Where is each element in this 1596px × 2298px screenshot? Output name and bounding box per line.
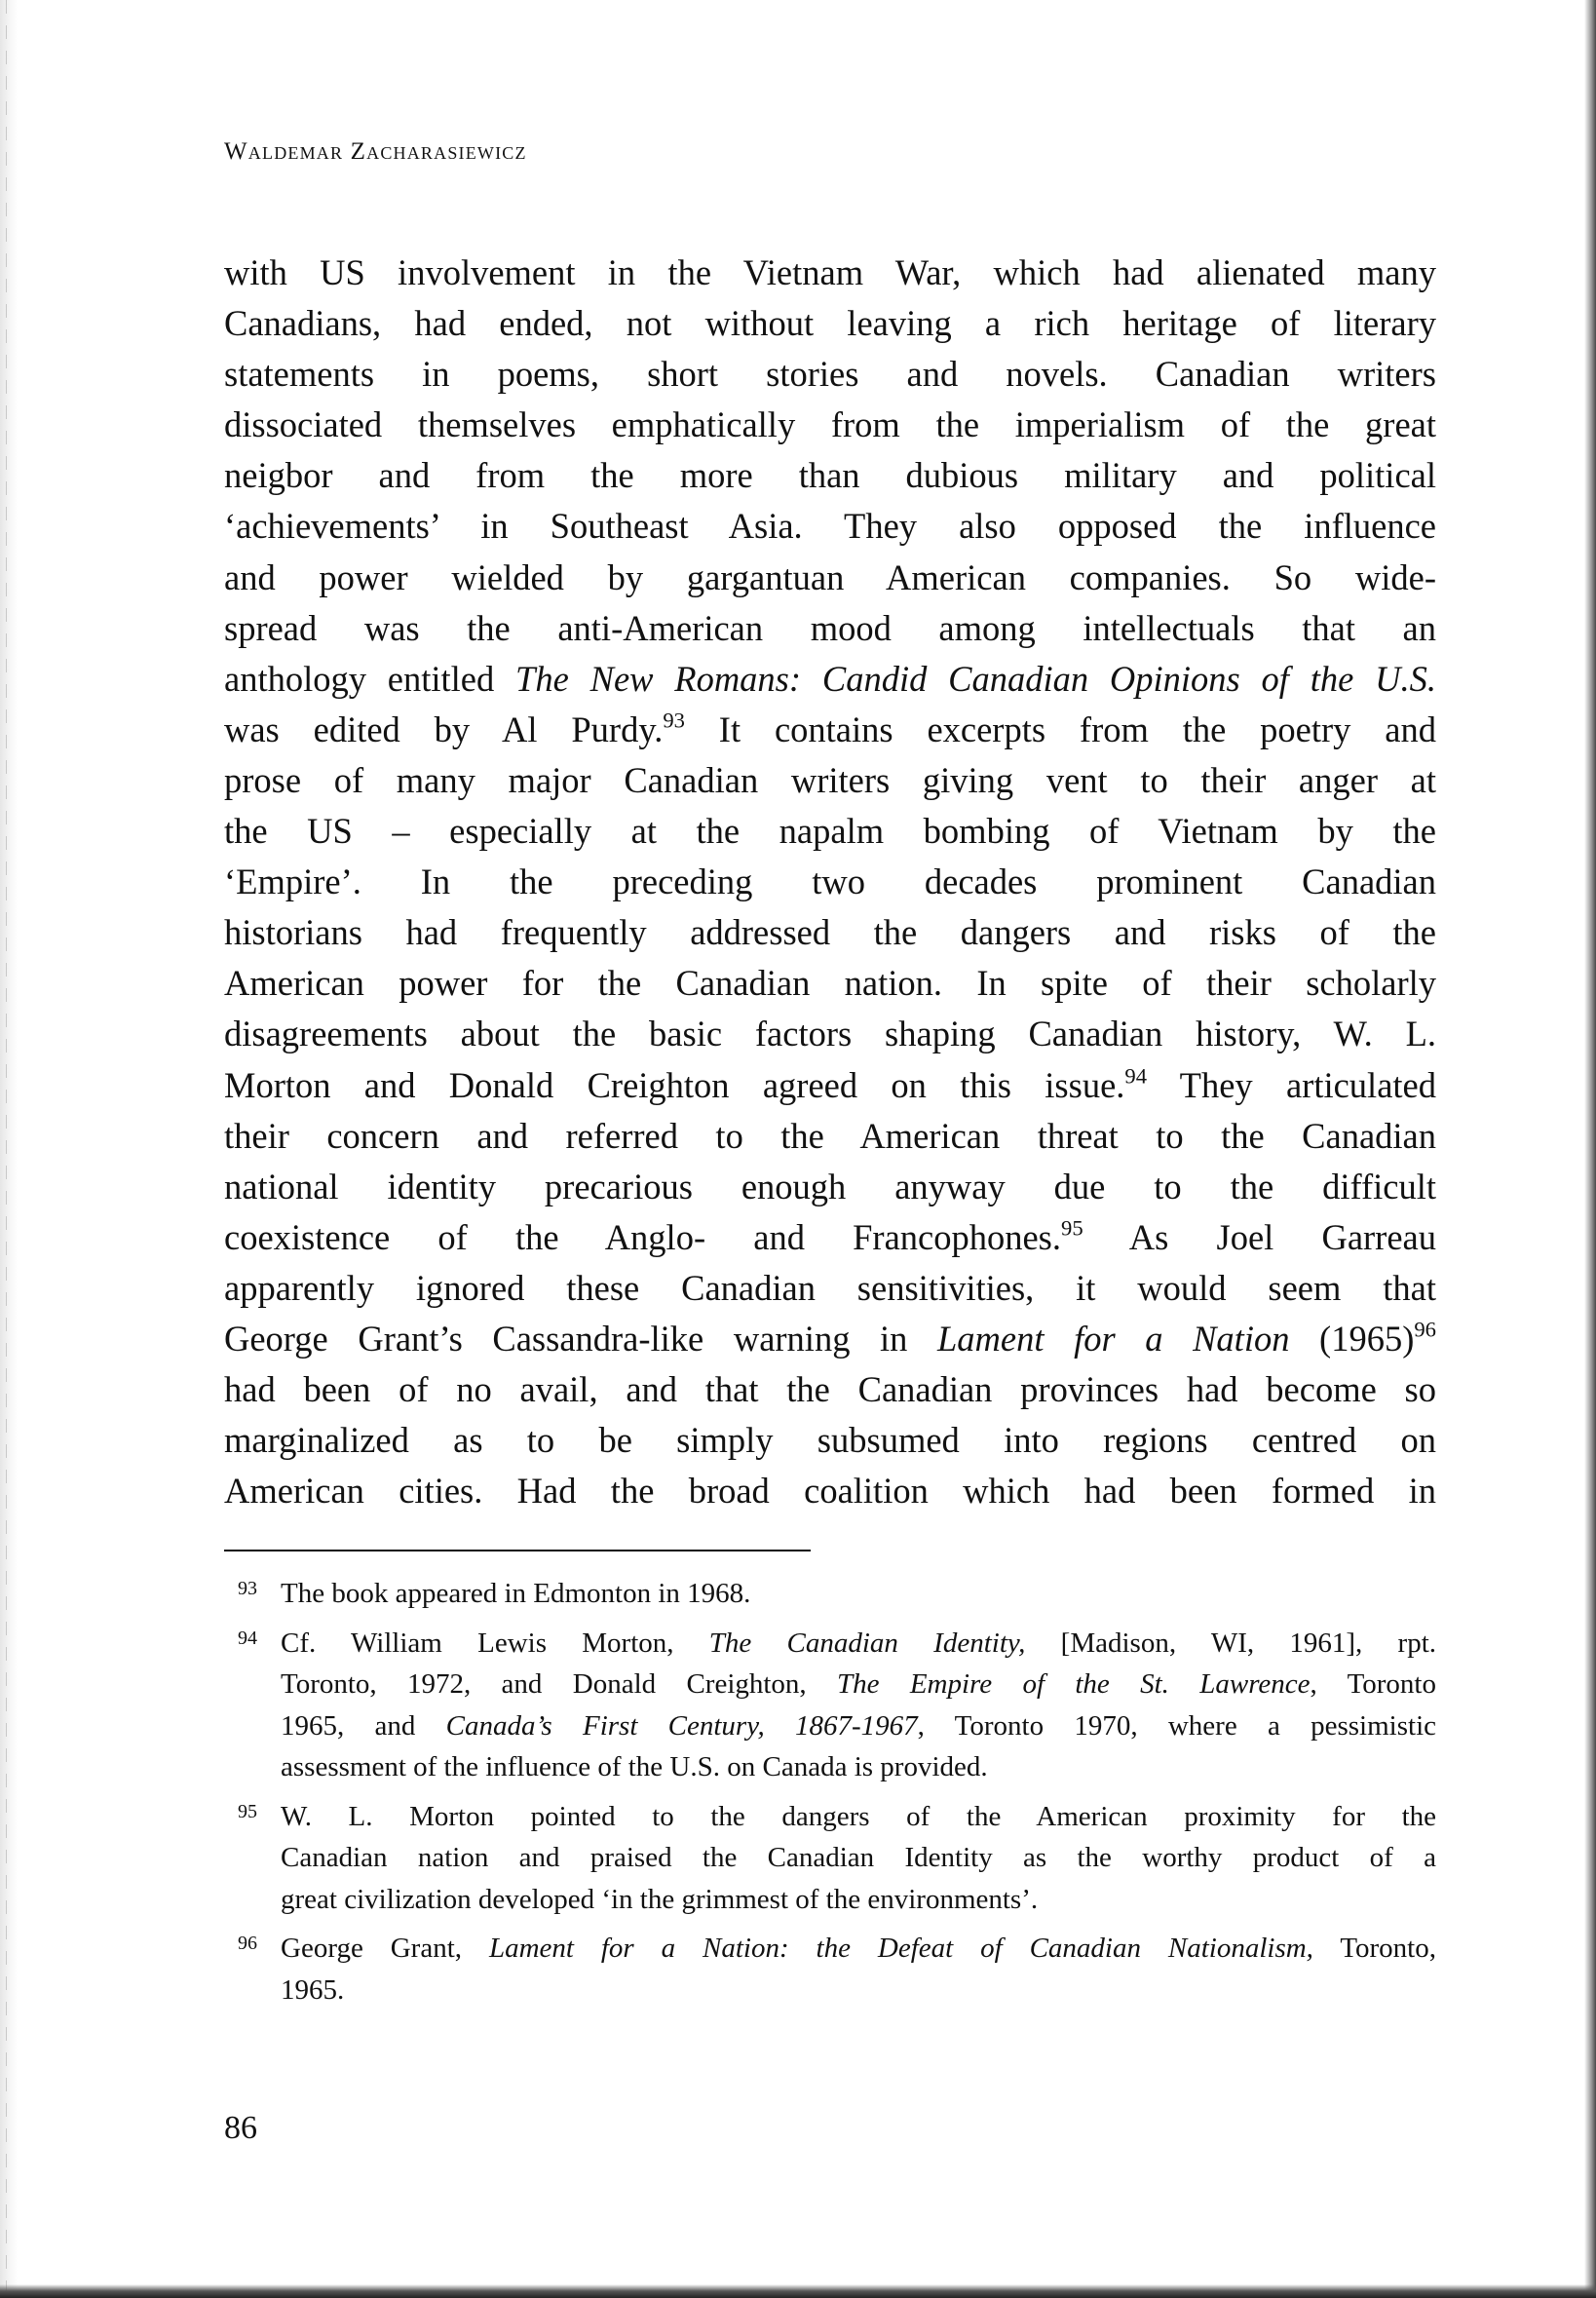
text-run: prose of many major Canadian writers giving vent to their anger at <box>224 759 1436 800</box>
body-line <box>224 654 1436 705</box>
text-run: (1965) <box>1289 1318 1415 1359</box>
body-line <box>224 958 1436 1009</box>
footnote-reference: 95 <box>1061 1215 1083 1241</box>
text-run: It contains excerpts from the poetry and <box>684 709 1436 749</box>
page-number: 86 <box>224 2110 257 2146</box>
footnote-line <box>281 1879 1436 1921</box>
text-run: W. L. Morton pointed to the dangers of the American proximity for the <box>281 1800 1436 1832</box>
running-head: Waldemar Zacharasiewicz <box>224 138 527 165</box>
text-run: marginalized as to be simply subsumed into regions centred on <box>224 1420 1436 1461</box>
body-line <box>224 1111 1436 1162</box>
text-run: As Joel Garreau <box>1083 1216 1436 1257</box>
body-line <box>224 1364 1436 1415</box>
footnote <box>224 1623 1436 1788</box>
page-left-edge-shadow <box>0 0 18 2298</box>
body-line <box>224 1009 1436 1059</box>
text-run: spread was the anti-American mood among intellectuals that an <box>224 607 1436 648</box>
text-run: American power for the Canadian nation. In spite of their scholarly <box>224 963 1436 1004</box>
text-run: apparently ignored these Canadian sensitivities, it would seem that <box>224 1267 1436 1308</box>
footnote-line <box>281 1705 1436 1747</box>
italic-title: Lament for a Nation: the Defeat of Canadian Nationalism, <box>488 1933 1313 1964</box>
text-run: anthology entitled <box>224 658 516 699</box>
body-line <box>224 450 1436 501</box>
italic-title: The New Romans: Candid Canadian Opinions of the U.S. <box>515 658 1436 699</box>
text-run: national identity precarious enough anyway due to the difficult <box>224 1166 1436 1206</box>
text-run: ‘achievements’ in Southeast Asia. They also opposed the influence <box>224 506 1436 547</box>
footnote-line <box>281 1928 1436 1970</box>
footnote-line <box>281 1837 1436 1879</box>
body-line <box>224 1263 1436 1314</box>
text-run: the US – especially at the napalm bombing of Vietnam by the <box>224 811 1436 852</box>
body-line <box>224 755 1436 806</box>
text-run: Canadians, had ended, not without leaving a rich heritage of literary <box>224 303 1436 344</box>
footnote-reference: 94 <box>1124 1062 1148 1088</box>
text-run: George Grant’s Cassandra-like warning in <box>224 1318 937 1359</box>
text-run: their concern and referred to the American threat to the Canadian <box>224 1115 1436 1156</box>
footnote-separator-rule <box>224 1550 811 1551</box>
body-line <box>224 400 1436 450</box>
footnote-line <box>281 1573 1436 1615</box>
body-paragraph <box>224 248 1436 1516</box>
body-line <box>224 1314 1436 1364</box>
body-line <box>224 1466 1436 1516</box>
body-line <box>224 248 1436 298</box>
footnote-number: 94 <box>238 1627 257 1649</box>
footnotes-section <box>224 1573 1436 2018</box>
body-line <box>224 501 1436 552</box>
body-line <box>224 1060 1436 1111</box>
text-run: great civilization developed ‘in the grimmest of the environments’. <box>281 1883 1039 1915</box>
text-run: [Madison, WI, 1961], rpt. <box>1025 1627 1436 1659</box>
footnote-line <box>281 1970 1436 2011</box>
body-line <box>224 705 1436 755</box>
body-line <box>224 298 1436 349</box>
footnote-line <box>281 1623 1436 1665</box>
text-run: was edited by Al Purdy. <box>224 709 664 749</box>
body-line <box>224 857 1436 907</box>
text-run: They articulated <box>1147 1064 1436 1105</box>
italic-title: The Empire of the St. Lawrence <box>837 1668 1311 1700</box>
italic-title: Lament for a Nation <box>937 1318 1290 1359</box>
page-right-edge-shadow <box>1584 0 1596 2298</box>
body-line <box>224 1162 1436 1212</box>
footnote-reference: 93 <box>663 708 685 733</box>
text-run: 1965. <box>281 1973 345 2006</box>
text-run: , Toronto 1970, where a pessimistic <box>917 1709 1437 1742</box>
text-run: Canadian nation and praised the Canadian Identity as the worthy product of a <box>281 1842 1436 1873</box>
body-line <box>224 1415 1436 1466</box>
text-run: statements in poems, short stories and novels. Canadian writers <box>224 354 1436 395</box>
text-run: Toronto, <box>1312 1933 1436 1964</box>
footnote-reference: 96 <box>1414 1317 1436 1342</box>
body-line <box>224 1212 1436 1263</box>
italic-title: The Canadian Identity, <box>708 1627 1026 1659</box>
footnote <box>224 1573 1436 1615</box>
text-run: and power wielded by gargantuan American companies. So wide- <box>224 556 1436 597</box>
text-run: disagreements about the basic factors shaping Canadian history, W. L. <box>224 1014 1436 1054</box>
text-run: assessment of the influence of the U.S. on Canada is provided. <box>281 1751 988 1782</box>
text-run: historians had frequently addressed the dangers and risks of the <box>224 912 1436 953</box>
text-run: 1965, and <box>281 1709 446 1742</box>
footnote <box>224 1796 1436 1921</box>
text-run: , Toronto <box>1310 1668 1436 1700</box>
text-run: American cities. Had the broad coalition which had been formed in <box>224 1471 1436 1512</box>
text-run: dissociated themselves emphatically from the imperialism of the great <box>224 404 1436 445</box>
footnote-number: 96 <box>238 1933 257 1954</box>
footnote-line <box>281 1746 1436 1788</box>
body-line <box>224 907 1436 958</box>
text-run: The book appeared in Edmonton in 1968. <box>281 1578 751 1609</box>
text-run: neigbor and from the more than dubious military and political <box>224 455 1436 496</box>
text-run: Morton and Donald Creighton agreed on this issue. <box>224 1064 1125 1105</box>
footnote-number: 93 <box>238 1578 257 1599</box>
text-run: coexistence of the Anglo- and Francophones. <box>224 1216 1062 1257</box>
text-run: with US involvement in the Vietnam War, which had alienated many <box>224 252 1436 292</box>
footnote-number: 95 <box>238 1800 257 1822</box>
text-run: Toronto, 1972, and Donald Creighton, <box>281 1668 838 1700</box>
text-run: Cf. William Lewis Morton, <box>281 1627 709 1659</box>
body-line <box>224 603 1436 654</box>
text-run: ‘Empire’. In the preceding two decades prominent Canadian <box>224 862 1436 902</box>
body-line <box>224 349 1436 400</box>
footnote <box>224 1928 1436 2011</box>
italic-title: Canada’s First Century, 1867-1967 <box>445 1709 918 1742</box>
text-run: had been of no avail, and that the Canadian provinces had become so <box>224 1369 1436 1410</box>
footnote-line <box>281 1796 1436 1838</box>
body-line <box>224 553 1436 603</box>
footnote-line <box>281 1664 1436 1705</box>
body-line <box>224 806 1436 857</box>
page-bottom-edge-shadow <box>0 2284 1596 2298</box>
text-run: George Grant, <box>281 1933 489 1964</box>
